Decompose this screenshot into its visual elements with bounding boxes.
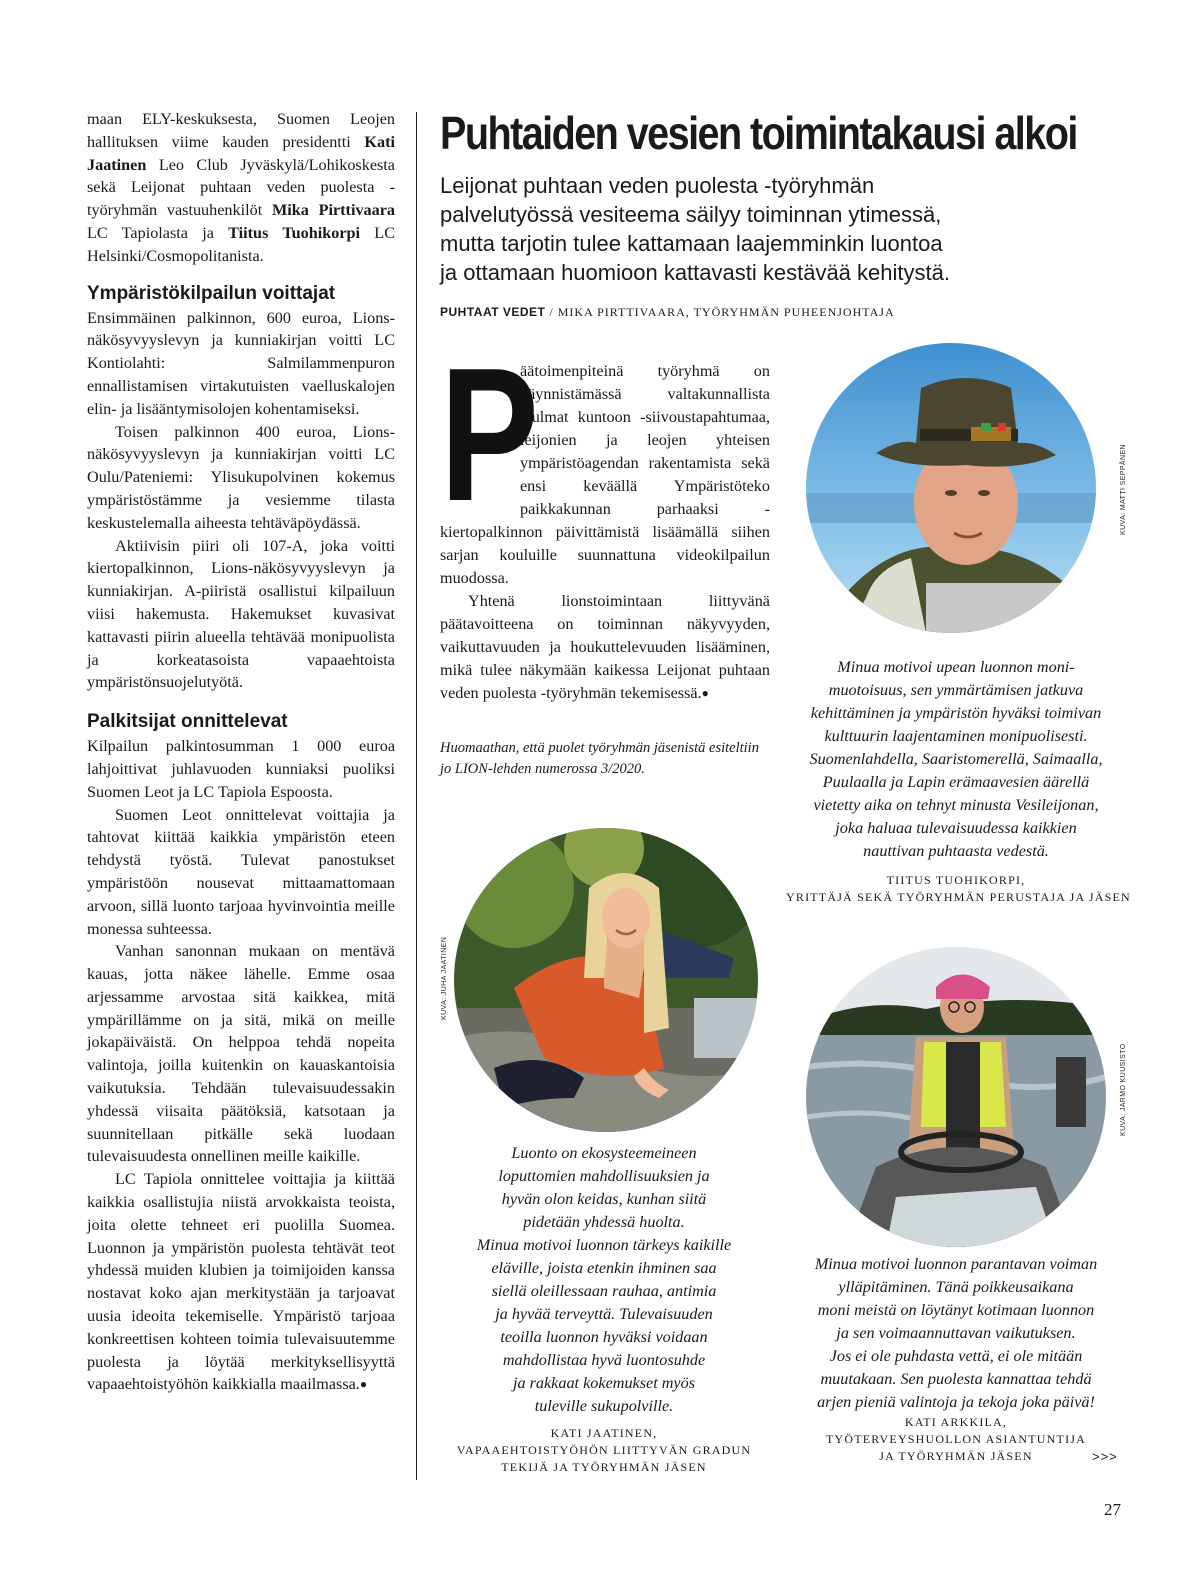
photo-credit: KUVA: JARMO KUUSISTO [1120,1043,1127,1136]
quote-line: moni meistä on löytänyt kotimaan luonnon [817,1301,1095,1319]
portrait-photo-arkkila [806,947,1106,1247]
portrait-illustration [806,343,1096,633]
quote-line: ja hyvää terveyttä. Tulevaisuuden [495,1305,713,1323]
attribution-arkkila [786,1414,1126,1465]
byline-separator: / [545,305,558,319]
quote-line: arjen pieniä valintoja ja tekoja joka päivä! [817,1393,1095,1411]
column-divider [416,112,417,1480]
quote-line: muutakaan. Sen puolesta kannattaa tehdä [820,1370,1092,1388]
left-paragraph-8: LC Tapiola onnittelee voittajia ja kiittää kaikkia osallistujia niistä arvokkaista teoista, joita olette tehneet eri puolilla Suomea. Luonnon ja ympäristön puolesta tehtävät teot yhdessä muiden klubien ja toimijoiden kanssa nostavat koko ajan merkitystään ja tarjoavat uusia ideoita tekemiselle. Ympäristö tarjoaa konkreettisen kohteen toimia tulevaisuutemme puolesta ja löytää merkityksellisyyttä vapaaehtoistyöhön kaikkialla maailmassa.● [87,1170,395,1394]
subheading-winners: Ympäristökilpailun voittajat [87,282,336,304]
end-mark-icon: ● [701,686,709,700]
quote-line: kehittäminen ja ympäristön hyväksi toimivan [810,704,1102,722]
article-body [440,329,770,705]
quote-line: ja sen voimaannuttavan vaikutuksen. [836,1324,1076,1342]
quote-line: Jos ei ole puhdasta vettä, ei ole mitään [829,1347,1083,1365]
quote-line: ja rakkaat kokemukset myös [512,1374,696,1392]
attribution-line: VAPAAEHTOISTYÖHÖN LIITTYVÄN GRADUN [456,1443,752,1457]
attribution-line: JA TYÖRYHMÄN JÄSEN [879,1449,1033,1463]
quote-line: Puulaalla ja Lapin erämaavesien äärellä [822,773,1090,791]
quote-jaatinen [430,1142,778,1418]
attribution-line: YRITTÄJÄ SEKÄ TYÖRYHMÄN PERUSTAJA JA JÄSEN [786,890,1131,904]
section-label: PUHTAAT VEDET [440,305,546,319]
byline [440,305,895,320]
quote-line: muotoisuus, sen ymmärtämisen jatkuva [828,681,1084,699]
quote-line: eläville, joista etenkin ihminen saa [491,1259,717,1277]
attribution-line: TYÖTERVEYSHUOLLON ASIANTUNTIJA [825,1432,1087,1446]
lede [440,171,1040,287]
quote-line: Suomenlahdella, Saaristomerellä, Saimaalla, [809,750,1103,768]
attribution-line: TIITUS TUOHIKORPI, [886,873,1026,887]
photo-credit: KUVA: MATTI SEPPÄNEN [1120,444,1127,535]
lede-line: mutta tarjotin tulee kattamaan laajemminkin luontoa [440,231,943,256]
body-paragraph-2: Yhtenä lionstoimintaan liittyvänä päätavoitteena on toiminnan näkyvyyden, vaikuttavuuden ja houkuttelevuuden lisääminen, mikä tulee näkymään kaikessa Leijonat puhtaan veden puolesta -työryhmän tekemisessä.● [440,592,770,702]
quote-arkkila [786,1253,1126,1414]
continue-marker: >>> [1092,1449,1118,1464]
subheading-congratulators: Palkitsijat onnittelevat [87,711,288,733]
attribution-line: TEKIJÄ JA TYÖRYHMÄN JÄSEN [501,1460,707,1474]
quote-line: Minua motivoi luonnon parantavan voiman [814,1255,1098,1273]
author: MIKA PIRTTIVAARA, TYÖRYHMÄN PUHEENJOHTAJA [557,305,895,319]
left-paragraph-3: Toisen palkinnon 400 euroa, Lions-näkösyvyyslevyn ja kunniakirjan voitti LC Oulu/Pateniemi: Ylisukupolvinen kokemus ympäristöstämme ja vesiemme tilasta keskustelemalla aiheesta tehtäväpöydässä. [87,422,395,532]
quote-line: siellä oleillessaan rauhaa, antimia [491,1282,717,1300]
portrait-illustration [454,828,758,1132]
quote-line: hyvän olon keidas, kunhan siitä [501,1190,707,1208]
left-paragraph-2: Ensimmäinen palkinnon, 600 euroa, Lions-näkösyvyyslevyn ja kunniakirjan voitti LC Kontiolahti: Salmilammenpuron ennallistamisen virtakutuisten vaelluskalojen elin- ja lisääntymisolojen kohentamiseksi. [87,308,395,418]
portrait-photo-jaatinen [454,828,758,1132]
portrait-illustration [806,947,1106,1247]
attribution-line: KATI JAATINEN, [550,1426,658,1440]
photo-credit: KUVA: JUHA JAATINEN [441,936,448,1020]
quote-line: vietetty aika on tehnyt minusta Vesileijonan, [813,796,1099,814]
quote-line: teoilla luonnon hyväksi voidaan [500,1328,708,1346]
quote-line: mahdollistaa hyvä luontosuhde [502,1351,706,1369]
left-paragraph-4: Aktiivisin piiri oli 107-A, joka voitti kiertopalkinnon, Lions-näkösyvyyslevyn ja kunniakirjan. A-piiristä osallistui kilpailuun viisi hakemusta. Hakemukset kuvasivat kattavasti piirin alueella tehtävää monipuolista ja korkeatasoista vapaaehtoista ympäristönsuojelutyötä. [87,536,395,692]
attribution-tuohikorpi [786,872,1131,906]
attribution-jaatinen [430,1425,778,1476]
quote-line: tuleville sukupolville. [534,1397,674,1415]
quote-line: loputtomien mahdollisuuksien ja [498,1167,710,1185]
portrait-photo-tuohikorpi [806,343,1096,633]
body-paragraph-1: äätoimenpiteinä työryhmä on käynnistämässä valtakunnallista Kulmat kuntoon -siivoustapahtumaa, leijonien ja leojen yhteisen ympäristöagendan rakentamista sekä ensi keväällä Ympäristöteko paikkakunnan parhaaksi -kiertopalkinnon päivittämistä lisäämällä siihen sarjan kouluille suunnattuna videokilpailun muodossa. [440,362,770,587]
quote-line: ylläpitäminen. Tänä poikkeusaikana [838,1278,1074,1296]
end-mark-icon: ● [359,1377,368,1392]
quote-line: Minua motivoi luonnon tärkeys kaikille [476,1236,732,1254]
left-paragraph-1: maan ELY-keskuksesta, Suomen Leojen hallituksen viime kauden presidentti Kati Jaatinen Leo Club Jyväskylä/Lohikoskesta sekä Leijonat puhtaan veden puolesta -työryhmän vastuuhenkilöt Mika Pirttivaara LC Tapiolasta ja Tiitus Tuohikorpi LC Helsinki/Cosmopolitanista. [87,110,396,265]
left-paragraph-6: Suomen Leot onnittelevat voittajia ja tahtovat kiittää kaikkia ympäristön eteen tehdystä työstä. Tulevat panostukset ympäristöön nousevat mittaamattomaan arvoon, sillä luonto tarjoaa hyvinvointia meille monessa suhteessa. [87,805,395,938]
lede-line: ja ottamaan huomioon kattavasti kestävää kehitystä. [440,260,950,285]
quote-tuohikorpi [786,656,1126,863]
quote-line: joka haluaa tulevaisuudessa kaikkien [835,819,1077,837]
article-note: Huomaathan, että puolet työryhmän jäsenistä esiteltiin jo LION-lehden numerossa 3/2020. [440,740,759,777]
lede-line: palvelutyössä vesiteema säilyy toiminnan ytimessä, [440,202,942,227]
left-column [87,108,395,1396]
page-number: 27 [1104,1500,1121,1519]
left-paragraph-7: Vanhan sanonnan mukaan on mentävä kauas, jotta näkee lähelle. Emme osaa arjessamme arvostaa sitä kaikkea, mitä ympärillämme on ja sitä, mikä on meille jokapäiväistä. On helppoa tehdä nopeita valintoja, joilla kuitenkin on kauaskantoisia vaikutuksia. Tehdään tulevaisuudessakin yhdessä viisaita päätöksiä, katsotaan ja suunnitellaan pitkälle sekä luodaan tulevaisuudesta onnellinen meille kaikille. [87,942,395,1166]
left-paragraph-5: Kilpailun palkintosumman 1 000 euroa lahjoittivat juhlavuoden kunniaksi puoliksi Suomen Leot ja LC Tapiola Espoosta. [87,737,395,801]
quote-line: pidetään yhdessä huolta. [523,1213,685,1231]
drop-cap: P [440,329,539,541]
attribution-line: KATI ARKKILA, [904,1415,1008,1429]
quote-line: kulttuurin laajentaminen monipuolisesti. [824,727,1088,745]
quote-line: nauttivan puhtaasta vedestä. [863,842,1049,860]
lede-line: Leijonat puhtaan veden puolesta -työryhmän [440,173,875,198]
quote-line: Minua motivoi upean luonnon moni- [837,658,1075,676]
headline: Puhtaiden vesien toimintakausi alkoi [440,107,1077,159]
quote-line: Luonto on ekosysteemeineen [511,1144,697,1162]
